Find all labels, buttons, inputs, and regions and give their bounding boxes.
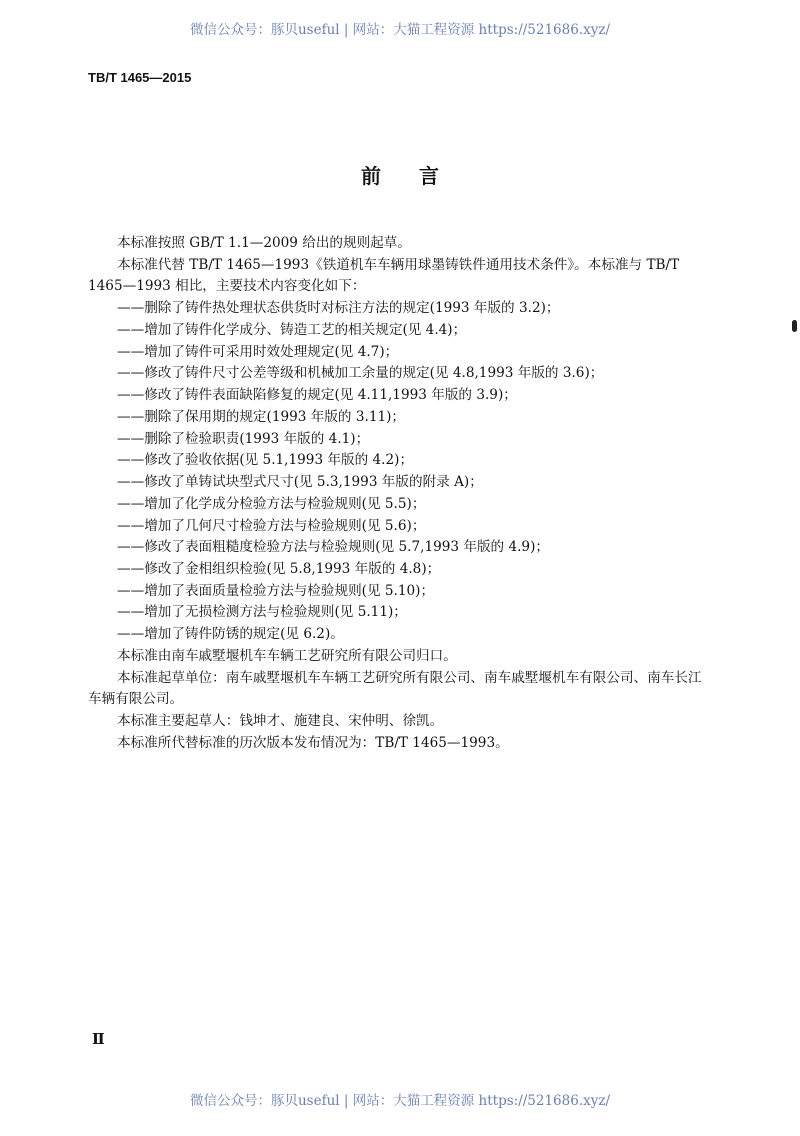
text-line: ——修改了表面粗糙度检验方法与检验规则(见 5.7,1993 年版的 4.9)； <box>117 539 549 556</box>
scan-mark <box>792 320 797 332</box>
text-line: ——删除了铸件热处理状态供货时对标注方法的规定(1993 年版的 3.2)； <box>117 300 560 317</box>
page-title: 前言 <box>361 164 477 188</box>
watermark-top: 微信公众号：豚贝useful | 网站：大猫工程资源 https://521686.xyz/ <box>189 22 611 38</box>
text-line: ——增加了铸件可采用时效处理规定(见 4.7)； <box>117 343 399 360</box>
text-line: 本标准代替 TB/T 1465—1993《铁道机车车辆用球墨铸铁件通用技术条件》。本标准与 TB/T <box>117 256 680 273</box>
text-line: ——修改了验收依据(见 5.1,1993 年版的 4.2)； <box>117 452 414 469</box>
text-line: ——增加了化学成分检验方法与检验规则(见 5.5)； <box>117 495 426 512</box>
text-line: ——修改了单铸试块型式尺寸(见 5.3,1993 年版的附录 A)； <box>117 474 483 491</box>
text-line: ——修改了铸件表面缺陷修复的规定(见 4.11,1993 年版的 3.9)； <box>117 387 517 404</box>
text-line: 本标准主要起草人：钱坤才、施建良、宋仲明、徐凯。 <box>117 713 444 730</box>
foreword-body <box>88 233 718 755</box>
standard-code: TB/T 1465—2015 <box>88 70 192 85</box>
watermark-bottom: 微信公众号：豚贝useful | 网站：大猫工程资源 https://521686.xyz/ <box>189 1093 611 1109</box>
text-line: 本标准由南车戚墅堰机车车辆工艺研究所有限公司归口。 <box>117 647 457 664</box>
text-line: 本标准所代替标准的历次版本发布情况为：TB/T 1465—1993。 <box>117 734 509 751</box>
text-line: 车辆有限公司。 <box>88 691 184 708</box>
text-line: ——修改了铸件尺寸公差等级和机械加工余量的规定(见 4.8,1993 年版的 3.6)； <box>117 365 604 382</box>
text-line: 本标准起草单位：南车戚墅堰机车车辆工艺研究所有限公司、南车戚墅堰机车有限公司、南车长江 <box>117 669 702 686</box>
page-number: Ⅱ <box>92 1030 105 1048</box>
text-line: 本标准按照 GB/T 1.1—2009 给出的规则起草。 <box>117 235 411 251</box>
text-line: ——删除了检验职责(1993 年版的 4.1)； <box>117 430 370 447</box>
text-line: ——增加了表面质量检验方法与检验规则(见 5.10)； <box>117 582 435 599</box>
text-line: ——修改了金相组织检验(见 5.8,1993 年版的 4.8)； <box>117 561 441 578</box>
text-line: ——增加了几何尺寸检验方法与检验规则(见 5.6)； <box>117 517 426 534</box>
text-line: ——增加了铸件化学成分、铸造工艺的相关规定(见 4.4)； <box>117 321 467 338</box>
text-line: ——增加了无损检测方法与检验规则(见 5.11)； <box>117 604 407 621</box>
text-line: ——增加了铸件防锈的规定(见 6.2)。 <box>117 626 344 643</box>
text-line: ——删除了保用期的规定(1993 年版的 3.11)； <box>117 408 406 425</box>
text-line: 1465—1993 相比，主要技术内容变化如下： <box>88 278 366 295</box>
